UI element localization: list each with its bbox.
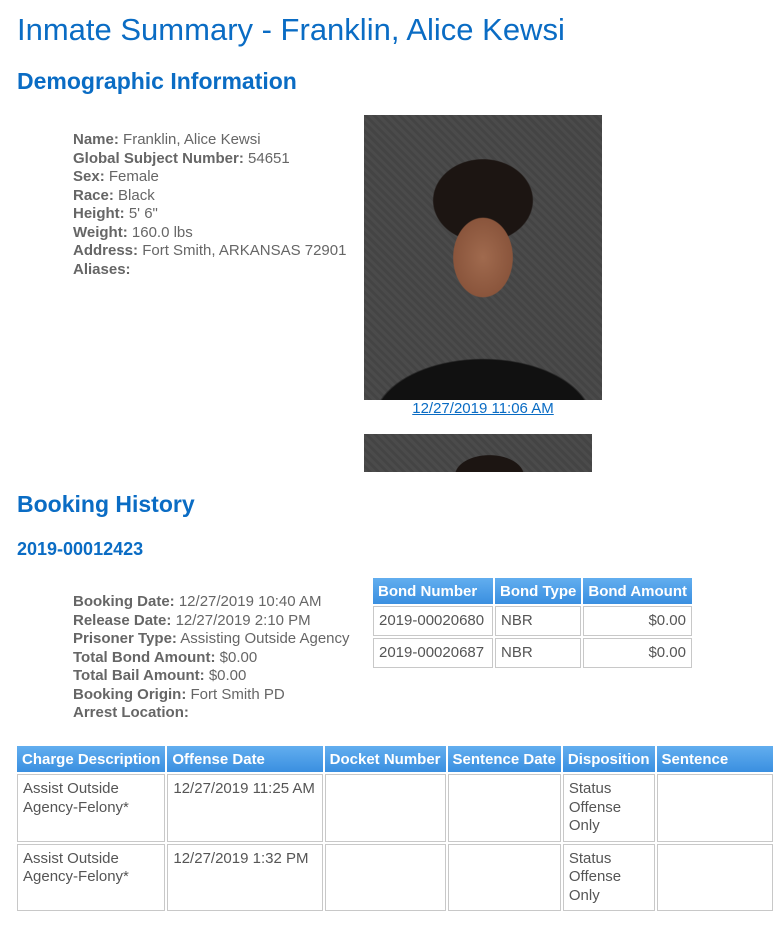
page-title: Inmate Summary - Franklin, Alice Kewsi	[17, 12, 565, 47]
mugshot-photo-secondary[interactable]	[364, 434, 592, 472]
bond-number-cell: 2019-00020687	[373, 638, 493, 668]
field-value: 54651	[248, 149, 290, 167]
bond-amount-cell: $0.00	[583, 638, 692, 668]
sentence-date-header[interactable]: Sentence Date	[448, 746, 561, 772]
photo-date-link[interactable]: 12/27/2019 11:06 AM	[412, 400, 554, 417]
booking-number: 2019-00012423	[17, 539, 144, 559]
field-label: Release Date:	[73, 611, 172, 629]
charge-description-header[interactable]: Charge Description	[17, 746, 165, 772]
field-value: 12/27/2019 10:40 AM	[178, 593, 322, 610]
field-value: Franklin, Alice Kewsi	[123, 131, 261, 148]
prisoner-type-row	[73, 630, 350, 649]
field-label: Name:	[73, 131, 119, 148]
aliases-row	[73, 261, 346, 280]
height-row	[73, 205, 346, 224]
bond-amount-header[interactable]: Bond Amount	[583, 578, 692, 604]
field-value: $0.00	[219, 648, 258, 666]
docket-number-header[interactable]: Docket Number	[325, 746, 446, 772]
offense-date-cell: 12/27/2019 1:32 PM	[167, 844, 322, 912]
field-label: Arrest Location:	[73, 704, 189, 721]
demographic-fields	[73, 131, 346, 279]
bond-amount-cell: $0.00	[583, 606, 692, 636]
bond-number-cell: 2019-00020680	[373, 606, 493, 636]
global-subject-number-row	[73, 150, 346, 169]
field-label: Race:	[73, 186, 114, 204]
field-value: 160.0 lbs	[131, 223, 193, 241]
field-label: Aliases:	[73, 260, 131, 278]
bond-table-header-row	[373, 578, 692, 604]
table-row	[373, 638, 692, 668]
sentence-header[interactable]: Sentence	[657, 746, 773, 772]
field-value: Fort Smith, ARKANSAS 72901	[142, 242, 347, 259]
disposition-cell: Status Offense Only	[563, 844, 655, 912]
field-value: Female	[108, 168, 159, 185]
sentence-date-cell	[448, 844, 561, 912]
name-row	[73, 131, 346, 150]
field-value: Fort Smith PD	[190, 685, 285, 703]
field-label: Global Subject Number:	[73, 149, 244, 167]
bond-number-header[interactable]: Bond Number	[373, 578, 493, 604]
field-label: Weight:	[73, 223, 128, 241]
field-label: Height:	[73, 205, 125, 222]
field-label: Total Bond Amount:	[73, 648, 216, 666]
field-value: 12/27/2019 2:10 PM	[175, 611, 311, 629]
table-row	[17, 774, 773, 842]
sentence-cell	[657, 844, 773, 912]
docket-number-cell	[325, 844, 446, 912]
demographic-section-title: Demographic Information	[17, 68, 297, 94]
bond-table	[371, 576, 694, 670]
field-label: Address:	[73, 242, 139, 259]
table-row	[17, 844, 773, 912]
field-label: Prisoner Type:	[73, 630, 177, 647]
field-label: Sex:	[73, 168, 105, 185]
charge-table	[15, 744, 775, 913]
offense-date-header[interactable]: Offense Date	[167, 746, 322, 772]
field-value: Black	[118, 186, 155, 204]
bond-type-header[interactable]: Bond Type	[495, 578, 581, 604]
field-value: $0.00	[208, 667, 247, 684]
charge-table-header-row	[17, 746, 773, 772]
mugshot-photo[interactable]	[364, 115, 602, 400]
field-label: Booking Date:	[73, 593, 175, 610]
offense-date-cell: 12/27/2019 11:25 AM	[167, 774, 322, 842]
bond-type-cell: NBR	[495, 606, 581, 636]
charge-description-cell: Assist Outside Agency-Felony*	[17, 844, 165, 912]
charge-description-cell: Assist Outside Agency-Felony*	[17, 774, 165, 842]
weight-row	[73, 224, 346, 243]
sentence-date-cell	[448, 774, 561, 842]
charge-table-wrapper[interactable]	[15, 744, 729, 913]
booking-fields	[73, 593, 350, 723]
booking-date-row	[73, 593, 350, 612]
arrest-location-row	[73, 704, 350, 723]
total-bond-row	[73, 649, 350, 668]
address-row	[73, 242, 346, 261]
docket-number-cell	[325, 774, 446, 842]
total-bail-row	[73, 667, 350, 686]
booking-origin-row	[73, 686, 350, 705]
field-label: Total Bail Amount:	[73, 667, 205, 684]
sex-row	[73, 168, 346, 187]
field-value: 5' 6"	[128, 205, 158, 222]
disposition-cell: Status Offense Only	[563, 774, 655, 842]
table-row	[373, 606, 692, 636]
race-row	[73, 187, 346, 206]
bond-type-cell: NBR	[495, 638, 581, 668]
field-value: Assisting Outside Agency	[180, 630, 350, 647]
booking-section-title: Booking History	[17, 491, 195, 517]
sentence-cell	[657, 774, 773, 842]
field-label: Booking Origin:	[73, 685, 187, 703]
release-date-row	[73, 612, 350, 631]
disposition-header[interactable]: Disposition	[563, 746, 655, 772]
